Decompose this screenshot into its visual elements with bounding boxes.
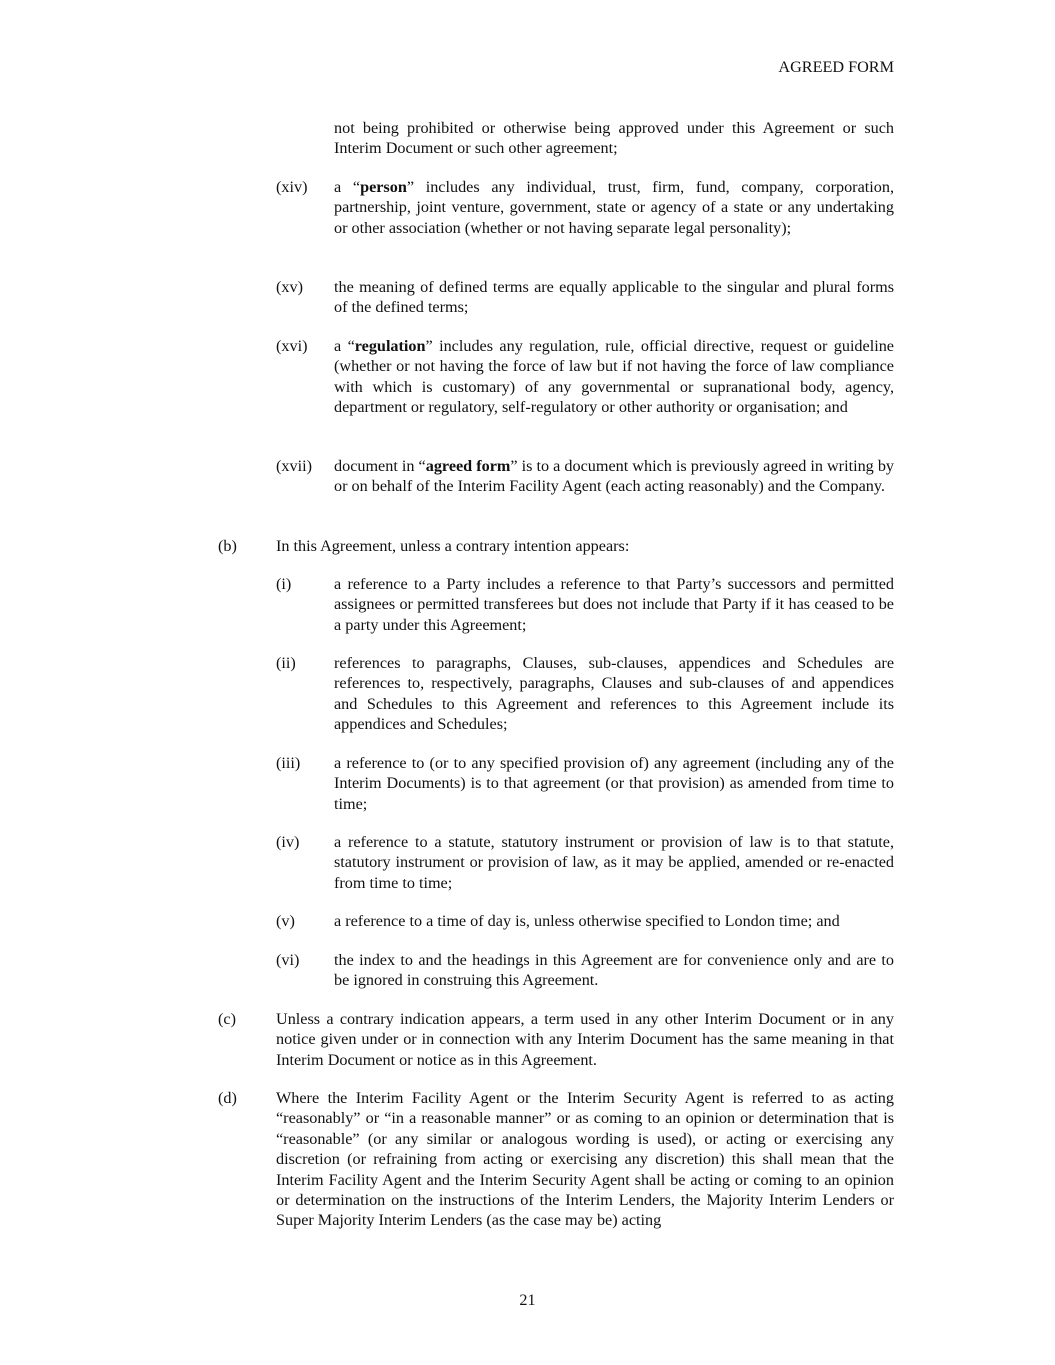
term-person: person: [360, 178, 407, 196]
item-number-iv: (iv): [276, 833, 300, 851]
header-agreed-form: AGREED FORM: [778, 58, 894, 76]
item-number-iii: (iii): [276, 754, 301, 772]
item-number-ii: (ii): [276, 654, 296, 672]
item-text-ii: references to paragraphs, Clauses, sub-clauses, appendices and Schedules are references to, respectively, paragraphs, Clauses and sub-clauses of and appendices and Schedules to this Agreement and references to this Agreement include its appendices and Schedules;: [334, 654, 894, 734]
para-number-d: (d): [218, 1089, 237, 1107]
term-agreed-form: agreed form: [425, 457, 511, 475]
item-text-xvi: a “regulation” includes any regulation, rule, official directive, request or guideline (whether or not having the force of law but if not having the force of law compliance with which is customary) of any governmental or supranational body, agency, department or regulatory, self-regulatory or other authority or organisation; and: [334, 337, 894, 417]
para-text-b: In this Agreement, unless a contrary intention appears:: [276, 537, 630, 555]
item-text-vi: the index to and the headings in this Agreement are for convenience only and are to be ignored in construing this Agreement.: [334, 951, 894, 990]
item-text-v: a reference to a time of day is, unless otherwise specified to London time; and: [334, 912, 840, 930]
item-number-vi: (vi): [276, 951, 300, 969]
item-text-i: a reference to a Party includes a reference to that Party’s successors and permitted assignees or permitted transferees but does not include that Party if it has ceased to be a party under this Agreement;: [334, 575, 894, 634]
item-text-xv: the meaning of defined terms are equally applicable to the singular and plural forms of the defined terms;: [334, 278, 894, 317]
para-text-c: Unless a contrary indication appears, a term used in any other Interim Document or in any notice given under or in connection with any Interim Document has the same meaning in that Interim Document or notice as in this Agreement.: [276, 1010, 894, 1069]
term-regulation: regulation: [354, 337, 426, 355]
page-number: 21: [519, 1291, 536, 1309]
para-text-d: Where the Interim Facility Agent or the Interim Security Agent is referred to as acting “reasonably” or “in a reasonable manner” or as coming to an opinion or determination that is “reasonable” (or any similar or analogous wording is used), or acting or exercising any discretion (or refraining from acting or exercising any discretion) this shall mean that the Interim Facility Agent and the Interim Security Agent shall be acting or coming to an opinion or determination on the instructions of the Interim Lenders, the Majority Interim Lenders or Super Majority Interim Lenders (as the case may be) acting: [276, 1089, 894, 1230]
item-number-i: (i): [276, 575, 292, 593]
item-number-xvi: (xvi): [276, 337, 308, 355]
para-number-c: (c): [218, 1010, 236, 1028]
item-text-iv: a reference to a statute, statutory instrument or provision of law is to that statute, statutory instrument or provision of law, as it may be applied, amended or re-enacted from time to time;: [334, 833, 894, 892]
item-text-xvii: document in “agreed form” is to a document which is previously agreed in writing by or on behalf of the Interim Facility Agent (each acting reasonably) and the Company.: [334, 457, 895, 496]
item-text-xiv: a “person” includes any individual, trust, firm, fund, company, corporation, partnership, joint venture, government, state or agency of a state or any undertaking or other association (whether or not having separate legal personality);: [334, 178, 894, 237]
para-number-b: (b): [218, 537, 237, 555]
continuation-text: not being prohibited or otherwise being approved under this Agreement or such Interim Document or such other agreement;: [334, 119, 894, 158]
item-text-iii: a reference to (or to any specified provision of) any agreement (including any of the Interim Documents) is to that agreement (or that provision) as amended from time to time;: [334, 754, 894, 813]
item-number-xv: (xv): [276, 278, 303, 296]
item-number-v: (v): [276, 912, 295, 930]
item-number-xvii: (xvii): [276, 457, 312, 475]
item-number-xiv: (xiv): [276, 178, 308, 196]
